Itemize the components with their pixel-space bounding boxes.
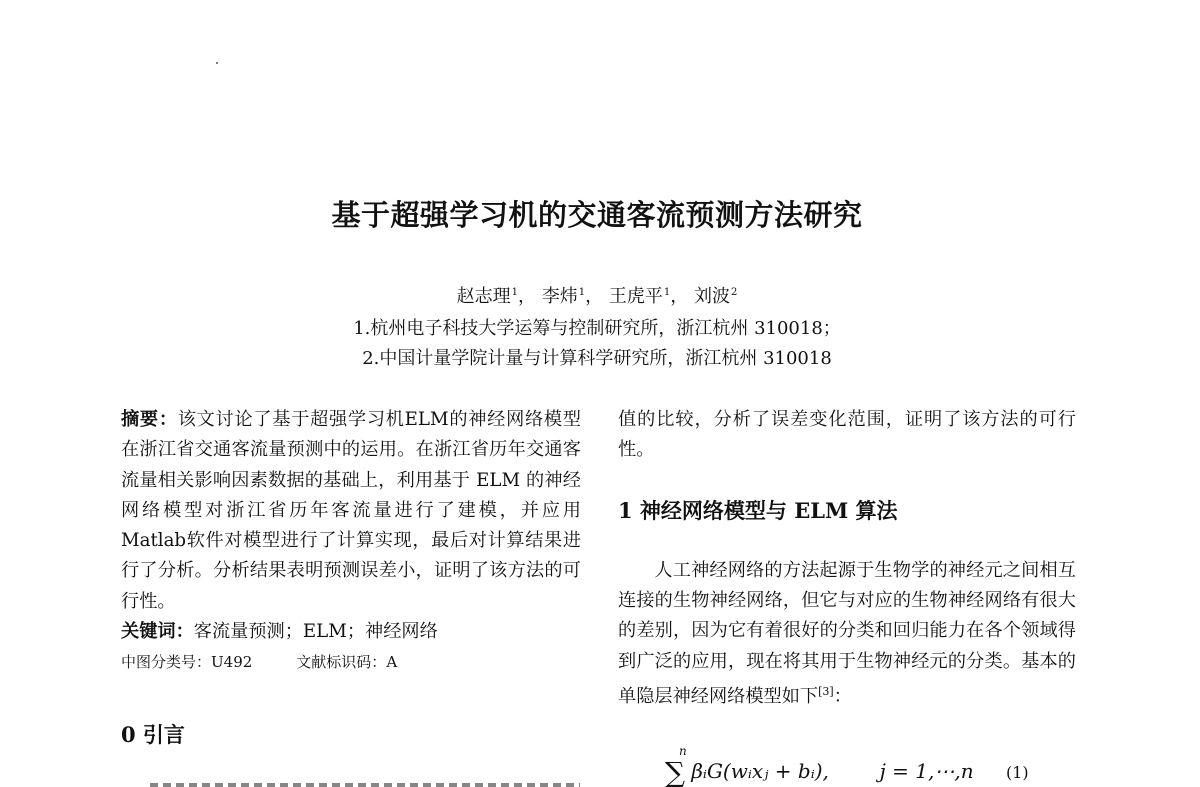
keywords	[121, 617, 581, 647]
classification-line	[121, 647, 581, 677]
author-name: 李炜	[541, 286, 578, 307]
doc-code-value: A	[386, 653, 398, 672]
keywords-label: 关键词：	[121, 621, 194, 643]
abstract-text: 该文讨论了基于超强学习机ELM的神经网络模型在浙江省交通客流量预测中的运用。在浙江省历年交通客流量相关影响因素数据的基础上，利用基于 ELM 的神经网络模型对浙江省历年客流量进行了建模，并应用Matlab软件对模型进行了计算实现，最后对计算结果进行了分析。分析结果表明预测误差小，证明了该方法的可行性。	[121, 409, 581, 612]
section-1-paragraph	[618, 556, 1076, 713]
citation-mark: [3]	[818, 685, 834, 699]
author-separator: ，	[518, 286, 537, 307]
paragraph-end: ：	[833, 686, 852, 708]
clc-value: U492	[211, 653, 253, 672]
summation-upper-limit: n	[679, 744, 687, 758]
author-affil-mark: 2	[730, 287, 738, 298]
keywords-text: 客流量预测；ELM；神经网络	[193, 621, 438, 643]
author-affil-mark: 1	[511, 287, 519, 298]
paragraph-text: 人工神经网络的方法起源于生物学的神经元之间相互连接的生物神经网络，但它与对应的生物神经网络有很大的差别，因为它有着很好的分类和回归能力在各个领域得到广泛的应用，现在将其用于生物神经元的分类。基本的单隐层神经网络模型如下	[618, 559, 1076, 708]
author-affil-mark: 1	[578, 287, 586, 298]
abstract	[121, 405, 581, 617]
equation-condition: j = 1,⋯,n	[879, 759, 974, 783]
paper-title: 基于超强学习机的交通客流预测方法研究	[331, 198, 863, 232]
abstract-label: 摘要：	[121, 409, 178, 430]
equation-body: βᵢG(wᵢxⱼ + bᵢ),	[691, 759, 829, 783]
affiliation-2: 2.中国计量学院计量与计算科学研究所，浙江杭州 310018	[362, 348, 832, 369]
equation-1	[665, 744, 1029, 787]
author-name: 刘波	[693, 286, 730, 307]
author-affil-mark: 1	[663, 287, 671, 298]
summation-symbol: ∑	[665, 756, 685, 787]
section-heading-intro: 0 引言	[121, 722, 185, 747]
cut-off-text-line	[150, 777, 580, 787]
author-name: 赵志理	[456, 286, 511, 307]
author-name: 王虎平	[608, 286, 663, 307]
scan-speck	[216, 62, 218, 64]
right-column	[618, 405, 1076, 712]
author-separator: ，	[670, 286, 689, 307]
doc-code-label: 文献标识码：	[296, 653, 387, 672]
author-separator: ，	[585, 286, 604, 307]
abstract-continuation: 值的比较，分析了误差变化范围，证明了该方法的可行性。	[618, 409, 1076, 461]
affiliation-1: 1.杭州电子科技大学运筹与控制研究所，浙江杭州 310018；	[353, 318, 841, 339]
author-line	[0, 282, 1194, 308]
equation-number: (1)	[1005, 763, 1029, 782]
clc-label: 中图分类号：	[121, 653, 212, 672]
section-heading-1: 1 神经网络模型与 ELM 算法	[618, 497, 898, 523]
left-column	[121, 405, 581, 677]
